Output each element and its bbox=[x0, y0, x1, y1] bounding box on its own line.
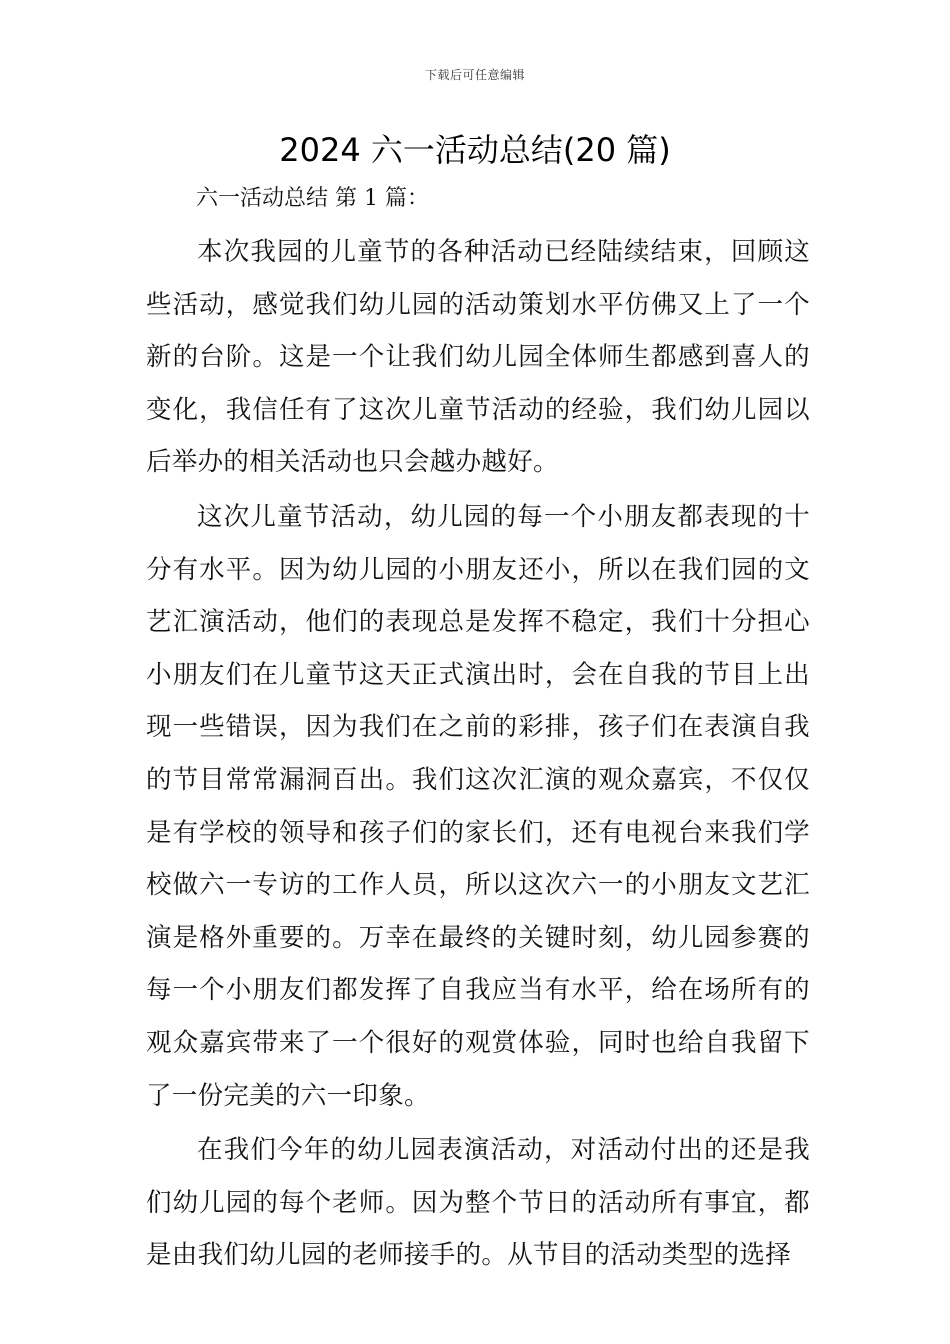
document-body bbox=[146, 226, 810, 1284]
document-title: 2024 六一活动总结(20 篇) bbox=[279, 131, 671, 169]
paragraph-2: 这次儿童节活动，幼儿园的每一个小朋友都表现的十分有水平。因为幼儿园的小朋友还小，所以在我们园的文艺汇演活动，他们的表现总是发挥不稳定，我们十分担心小朋友们在儿童节这天正式演出时，会在自我的节目上出现一些错误，因为我们在之前的彩排，孩子们在表演自我的节目常常漏洞百出。我们这次汇演的观众嘉宾，不仅仅是有学校的领导和孩子们的家长们，还有电视台来我们学校做六一专访的工作人员，所以这次六一的小朋友文艺汇演是格外重要的。万幸在最终的关键时刻，幼儿园参赛的每一个小朋友们都发挥了自我应当有水平，给在场所有的观众嘉宾带来了一个很好的观赏体验，同时也给自我留下了一份完美的六一印象。 bbox=[146, 501, 810, 1111]
paragraph-3: 在我们今年的幼儿园表演活动，对活动付出的还是我们幼儿园的每个老师。因为整个节日的活动所有事宜，都是由我们幼儿园的老师接手的。从节目的活动类型的选择 bbox=[146, 1135, 810, 1271]
download-watermark: 下载后可任意编辑 bbox=[424, 68, 525, 82]
paragraph-1: 本次我园的儿童节的各种活动已经陆续结束，回顾这些活动，感觉我们幼儿园的活动策划水平仿佛又上了一个新的台阶。这是一个让我们幼儿园全体师生都感到喜人的变化，我信任有了这次儿童节活动的经验，我们幼儿园以后举办的相关活动也只会越办越好。 bbox=[146, 237, 810, 478]
section-heading: 六一活动总结 第 1 篇： bbox=[196, 186, 429, 211]
